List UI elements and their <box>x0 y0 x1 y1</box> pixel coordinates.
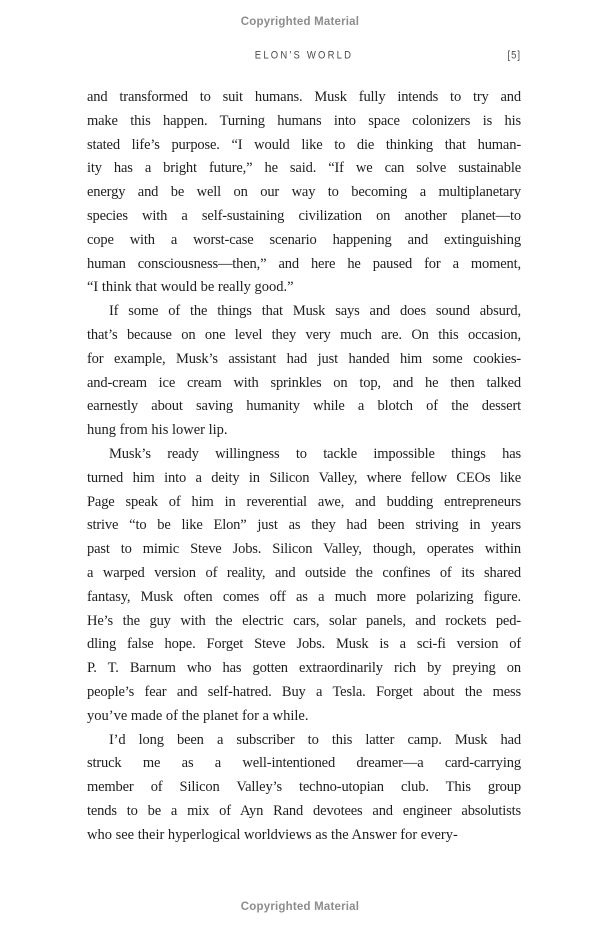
text-line: member of Silicon Valley’s techno-utopian club. This group <box>87 779 521 796</box>
text-line: energy and be well on our way to becoming a multiplanetary <box>87 184 521 201</box>
text-line: and transformed to suit humans. Musk fully intends to try and <box>87 89 521 105</box>
text-line: He’s the guy with the electric cars, solar panels, and rockets ped- <box>87 612 521 629</box>
text-line: species with a self-sustaining civilization on another planet—to <box>87 207 521 224</box>
text-line: earnestly about saving humanity while a blotch of the dessert <box>87 398 521 415</box>
text-line: turned him into a deity in Silicon Valley, where fellow CEOs like <box>87 469 521 486</box>
text-line: P. T. Barnum who has gotten extraordinarily rich by preying on <box>87 660 521 677</box>
text-line: that’s because on one level they very much are. On this occasion, <box>87 326 521 343</box>
text-line: a warped version of reality, and outside the confines of its shared <box>87 564 521 581</box>
running-header <box>87 50 521 64</box>
paragraph <box>87 300 521 443</box>
text-line: hung from his lower lip. <box>87 422 228 439</box>
paragraph <box>87 86 521 300</box>
text-line: and-cream ice cream with sprinkles on top, and he then talked <box>87 374 521 391</box>
text-line: If some of the things that Musk says and does sound absurd, <box>109 303 521 320</box>
text-block <box>87 86 521 848</box>
text-line: I’d long been a subscriber to this latter camp. Musk had <box>109 731 521 748</box>
running-head-title: ELON'S WORLD <box>254 49 354 62</box>
text-line: cope with a worst-case scenario happening and extinguishing <box>87 231 521 248</box>
text-line: for example, Musk’s assistant had just handed him some cookies- <box>87 350 521 367</box>
text-line: ity has a bright future,” he said. “If we can solve sustainable <box>87 160 521 177</box>
text-line: past to mimic Steve Jobs. Silicon Valley, though, operates within <box>87 541 521 558</box>
text-line: “I think that would be really good.” <box>87 279 294 296</box>
text-line: strive “to be like Elon” just as they had been striving in years <box>87 517 521 534</box>
text-line: fantasy, Musk often comes off as a much more polarizing figure. <box>87 588 521 605</box>
text-line: who see their hyperlogical worldviews as the Answer for every- <box>87 826 458 843</box>
text-line: Musk’s ready willingness to tackle impossible things has <box>109 445 521 462</box>
text-line: human consciousness—then,” and here he paused for a moment, <box>87 255 521 272</box>
text-line: you’ve made of the planet for a while. <box>87 707 309 724</box>
page-number: [5] <box>507 49 521 62</box>
paragraph <box>87 443 521 729</box>
copyright-notice-top: Copyrighted Material <box>240 16 360 28</box>
copyright-notice-bottom: Copyrighted Material <box>240 901 360 913</box>
text-line: stated life’s purpose. “I would like to die thinking that human- <box>87 136 521 153</box>
text-line: make this happen. Turning humans into space colonizers is his <box>87 112 521 129</box>
text-line: tends to be a mix of Ayn Rand devotees and engineer absolutists <box>87 802 521 819</box>
text-line: people’s fear and self-hatred. Buy a Tesla. Forget about the mess <box>87 683 521 700</box>
text-line: struck me as a well-intentioned dreamer—a card-carrying <box>87 755 521 772</box>
text-line: Page speak of him in reverential awe, and budding entrepreneurs <box>87 493 521 510</box>
text-line: dling false hope. Forget Steve Jobs. Musk is a sci-fi version of <box>87 636 521 653</box>
paragraph <box>87 729 521 848</box>
